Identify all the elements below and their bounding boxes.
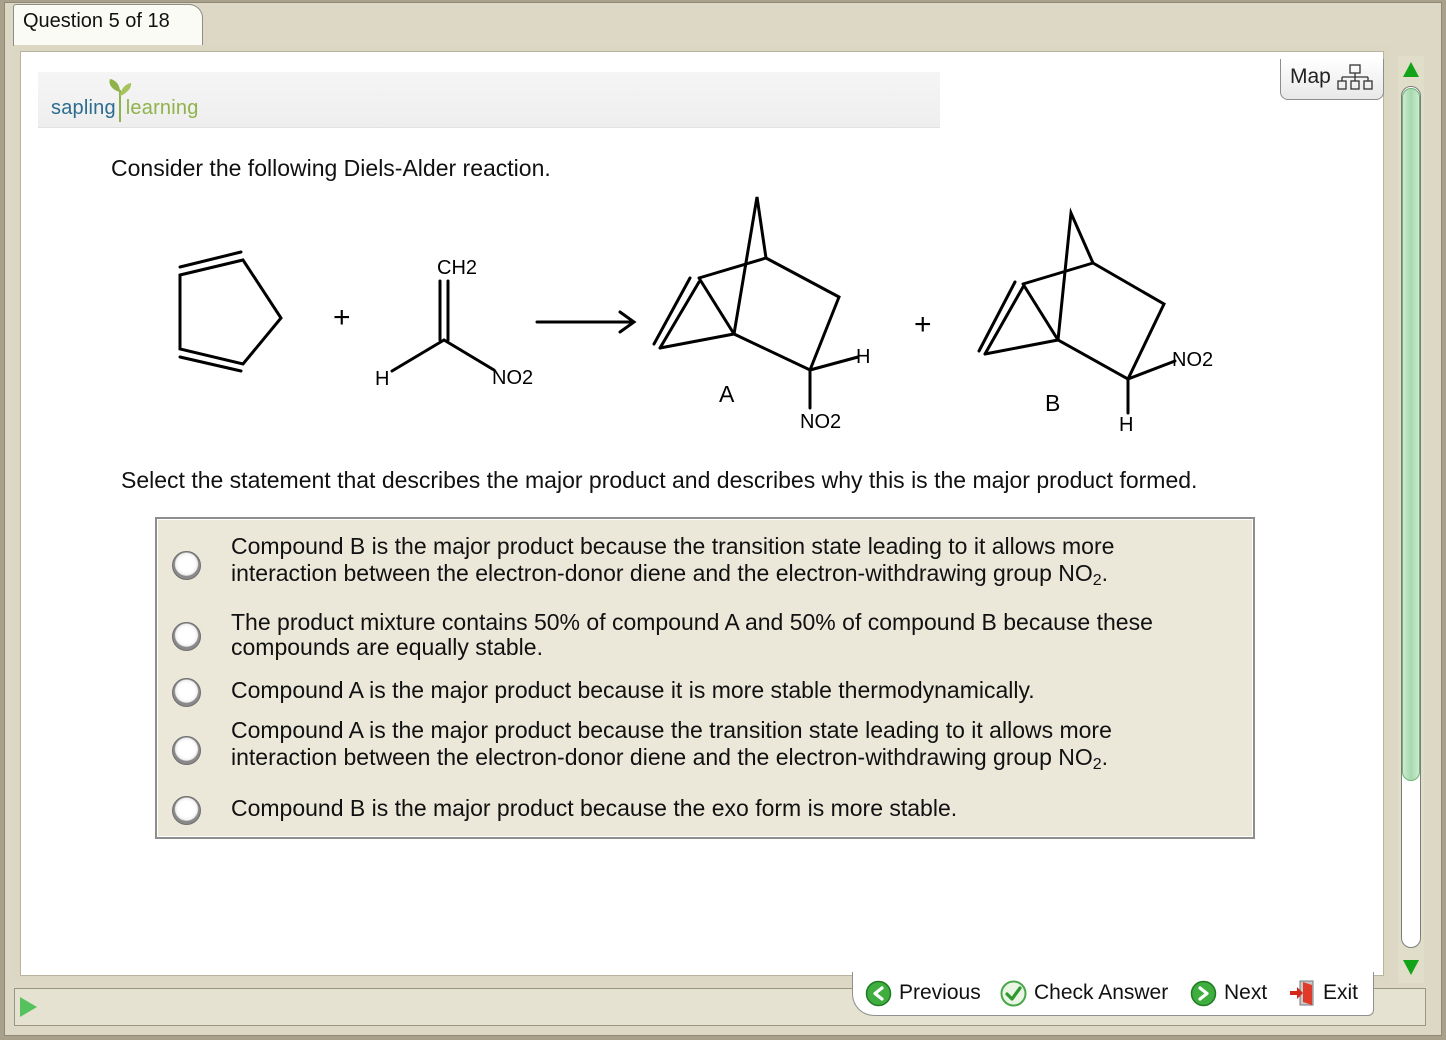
reagent-ch2-label: CH2: [437, 257, 478, 279]
option-4-sub: 2: [1092, 756, 1102, 773]
cyclopentadiene-structure: [180, 252, 281, 371]
check-answer-button[interactable]: [1000, 978, 1168, 1008]
option-1[interactable]: [157, 533, 1253, 593]
previous-button[interactable]: [865, 978, 981, 1008]
question-intro: Consider the following Diels-Alder reaction.: [111, 155, 551, 181]
option-1-sub: 2: [1092, 572, 1102, 589]
question-prompt: Select the statement that describes the major product and describes why this is the major product formed.: [121, 467, 1198, 493]
play-icon[interactable]: [20, 997, 37, 1017]
product-b-no2-label: NO2: [1172, 349, 1214, 371]
question-label: Question 5 of 18: [23, 10, 170, 32]
reagent-no2-label: NO2: [492, 367, 534, 389]
option-4-line2: interaction between the electron-donor diene and the electron-withdrawing group NO: [231, 744, 1093, 770]
product-b-h-label: H: [1119, 414, 1134, 436]
product-a-h-label: H: [856, 346, 871, 368]
plus-sign-1: +: [333, 301, 351, 334]
option-1-line2: interaction between the electron-donor diene and the electron-withdrawing group NO: [231, 560, 1093, 586]
previous-label: Previous: [899, 981, 981, 1004]
option-3[interactable]: [157, 675, 1253, 709]
scrollbar-thumb[interactable]: [1402, 88, 1420, 781]
reaction-arrow: [537, 312, 634, 332]
option-5-radio[interactable]: [172, 796, 201, 825]
option-2-radio[interactable]: [172, 622, 201, 651]
option-3-line1: Compound A is the major product because it is more stable thermodynamically.: [231, 677, 1035, 703]
logo-text-right: learning: [125, 97, 199, 119]
check-answer-label: Check Answer: [1034, 981, 1169, 1004]
option-3-radio[interactable]: [172, 678, 201, 707]
nitroethene-structure: [392, 281, 494, 371]
exit-door-icon: [1288, 979, 1316, 1007]
scroll-down-arrow-icon[interactable]: [1403, 960, 1419, 975]
next-arrow-icon: [1190, 980, 1217, 1007]
option-2-line1: The product mixture contains 50% of compound A and 50% of compound B because these: [231, 609, 1153, 635]
option-5[interactable]: [157, 793, 1253, 827]
logo-text-left: sapling: [51, 97, 116, 119]
option-5-line1: Compound B is the major product because the exo form is more stable.: [231, 795, 958, 821]
product-a-no2-label: NO2: [800, 411, 842, 433]
question-tab: [13, 4, 203, 46]
product-a-label: A: [719, 381, 735, 407]
answer-options: [155, 517, 1255, 839]
option-2[interactable]: [157, 610, 1253, 666]
option-1-line1: Compound B is the major product because the transition state leading to it allows more: [231, 533, 1115, 559]
map-label: Map: [1290, 65, 1331, 88]
sprout-icon: [104, 76, 136, 124]
scroll-up-arrow-icon[interactable]: [1403, 62, 1419, 77]
product-b-structure: [979, 213, 1175, 413]
option-4[interactable]: [157, 717, 1253, 777]
next-button[interactable]: [1190, 978, 1267, 1008]
plus-sign-2: +: [914, 308, 932, 341]
checkmark-icon: [1000, 980, 1027, 1007]
map-button[interactable]: [1280, 59, 1384, 100]
diels-alder-scheme: [150, 185, 1250, 445]
exit-button[interactable]: [1288, 978, 1358, 1008]
option-4-line1: Compound A is the major product because the transition state leading to it allows more: [231, 717, 1112, 743]
sitemap-icon: [1337, 63, 1373, 91]
reagent-h-label: H: [375, 368, 390, 390]
option-2-line2: compounds are equally stable.: [231, 634, 543, 660]
product-a-structure: [654, 197, 858, 408]
next-label: Next: [1224, 981, 1268, 1004]
product-b-label: B: [1045, 390, 1061, 416]
previous-arrow-icon: [865, 980, 892, 1007]
option-1-radio[interactable]: [172, 551, 201, 580]
exit-label: Exit: [1323, 981, 1359, 1004]
option-4-radio[interactable]: [172, 736, 201, 765]
option-1-tail: .: [1101, 560, 1109, 586]
option-4-tail: .: [1101, 744, 1109, 770]
